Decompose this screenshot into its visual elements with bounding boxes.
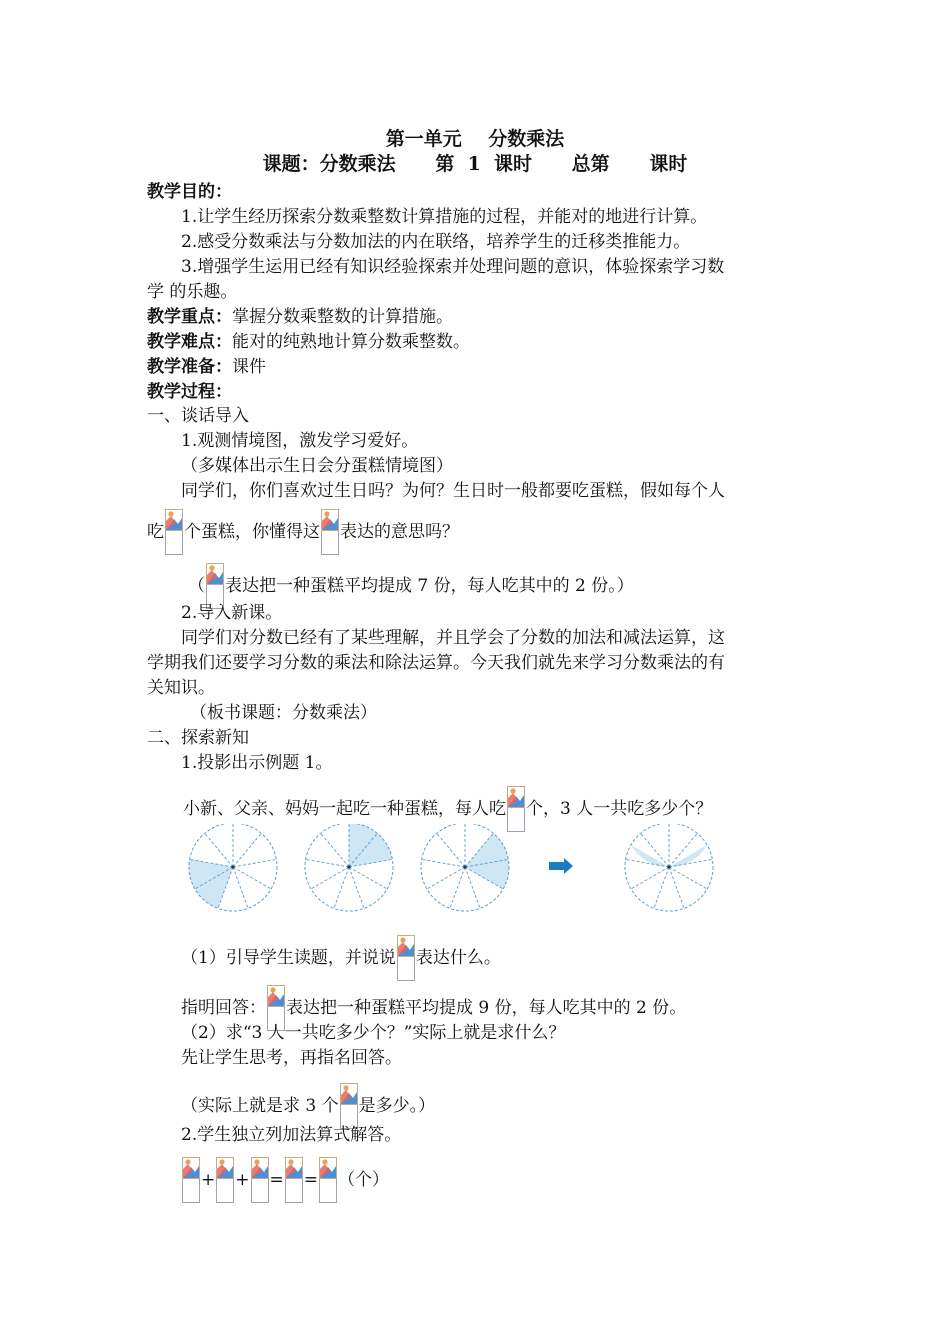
cake-divider (349, 867, 364, 908)
broken-image-icon (251, 1157, 269, 1203)
text-fragment: （ (188, 576, 205, 596)
cake-divider (631, 867, 669, 889)
arrow-right-icon (549, 858, 573, 874)
cake-divider (306, 859, 349, 867)
cake-divider (669, 867, 684, 908)
broken-image-icon (216, 1157, 234, 1203)
text-fragment: 表达把一种蛋糕平均提成 7 份，每人吃其中的 2 份。） (225, 576, 634, 596)
s1-item3: 2.导入新课。 (181, 603, 283, 623)
key-label: 教学重点： (147, 307, 232, 327)
plus-sign: + (201, 1170, 216, 1190)
text-fragment: （1）引导学生读题，并说说 (181, 948, 396, 968)
goal-3-cont: 学 的乐趣。 (147, 282, 238, 302)
cake-divider (334, 867, 349, 908)
cake-divider (349, 867, 387, 889)
difficulty (147, 330, 470, 354)
cake-3-shaded (465, 833, 509, 889)
broken-image-icon (319, 1157, 337, 1203)
cake-1-shaded (189, 859, 233, 908)
s2-step2: （2）求“3 人一共吃多少个？”实际上就是求什么？ (181, 1023, 566, 1043)
text-fragment: 表达的意思吗？ (340, 522, 459, 542)
cake-center (667, 865, 670, 868)
s1-item1: 1.观测情境图，激发学习爱好。 (181, 431, 419, 451)
text-fragment: 表达把一种蛋糕平均提成 9 份，每人吃其中的 2 份。 (286, 998, 687, 1018)
broken-image-icon (321, 509, 339, 555)
s2-step2-note: 先让学生思考，再指名回答。 (181, 1048, 402, 1068)
s2-item2: 2.学生独立列加法算式解答。 (181, 1125, 402, 1145)
broken-image-icon (182, 1157, 200, 1203)
cake-divider (437, 833, 465, 867)
equals-sign: = (269, 1170, 284, 1190)
broken-image-icon (397, 935, 415, 981)
lesson-title: 课题：分数乘法 第 1 课时 总第 课时 (262, 153, 688, 175)
s1-para2-cont2: 关知识。 (147, 678, 215, 698)
cake-diagram (184, 824, 724, 919)
s1-board: （板书课题：分数乘法） (190, 703, 377, 723)
text-fragment: 小新、父亲、妈妈一起吃一种蛋糕，每人吃 (183, 799, 506, 819)
text-fragment: 表达什么。 (415, 948, 501, 968)
text-fragment: 个蛋糕，你懂得这 (184, 522, 320, 542)
goal-3: 3.增强学生运用已经有知识经验探索并处理问题的意识，体验探索学习数 (181, 257, 725, 277)
unit-title: 第一单元 分数乘法 (385, 128, 565, 150)
s1-para2: 同学们对分数已经有了某些理解，并且学会了分数的加法和减法运算，这 (181, 628, 725, 648)
cake-divider (233, 867, 248, 908)
prep-label: 教学准备： (147, 357, 232, 377)
cake-center (463, 865, 466, 868)
plus-sign: + (235, 1170, 250, 1190)
goal-2: 2.感受分数乘法与分数加法的内在联络，培养学生的迁移类推能力。 (181, 232, 691, 252)
broken-image-icon (165, 509, 183, 555)
s2-step1 (181, 935, 501, 981)
cake-divider (422, 859, 465, 867)
text-fragment: （实际上就是求 3 个 (181, 1096, 339, 1116)
cake-divider (669, 867, 707, 889)
s1-item2: （多媒体出示生日会分蛋糕情境图） (181, 456, 453, 476)
equals-sign: = (303, 1170, 318, 1190)
cake-divider (233, 867, 271, 889)
goal-1: 1.让学生经历探索分数乘整数计算措施的过程，并能对的地进行计算。 (181, 207, 708, 227)
s2-item1: 1.投影出示例题 1。 (181, 753, 333, 773)
broken-image-icon (285, 1157, 303, 1203)
cake-divider (233, 833, 261, 867)
text-fragment: 指明回答： (181, 998, 266, 1018)
cake-divider (450, 867, 465, 908)
cake-divider (654, 867, 669, 908)
text-fragment: 是多少。） (358, 1096, 436, 1116)
section-2-heading: 二、探索新知 (147, 728, 249, 748)
text-fragment: 个，3 人一共吃多少个？ (526, 799, 713, 819)
s1-para1: 同学们，你们喜欢过生日吗？为何？生日时一般都要吃蛋糕，假如每个人 (181, 481, 725, 501)
process-heading: 教学过程： (147, 382, 232, 402)
cake-divider (311, 867, 349, 889)
unit-label: （个） (338, 1170, 389, 1190)
cake-center (347, 865, 350, 868)
cake-divider (321, 833, 349, 867)
goals-heading: 教学目的： (147, 182, 232, 202)
key-point (147, 305, 453, 329)
s1-para1-cont (147, 509, 459, 555)
addition-expression (181, 1157, 389, 1203)
preparation (147, 355, 266, 379)
s1-para2-cont1: 学期我们还要学习分数的乘法和除法运算。今天我们就先来学习分数乘法的有 (147, 653, 725, 673)
cake-divider (427, 867, 465, 889)
diff-text: 能对的纯熟地计算分数乘整数。 (232, 332, 470, 352)
prep-text: 课件 (232, 357, 266, 377)
text-fragment: 吃 (147, 522, 164, 542)
cake-center (231, 865, 234, 868)
cake-divider (233, 859, 276, 867)
key-text: 掌握分数乘整数的计算措施。 (232, 307, 453, 327)
cake-divider (205, 833, 233, 867)
diff-label: 教学难点： (147, 332, 232, 352)
section-1-heading: 一、谈话导入 (147, 406, 249, 426)
